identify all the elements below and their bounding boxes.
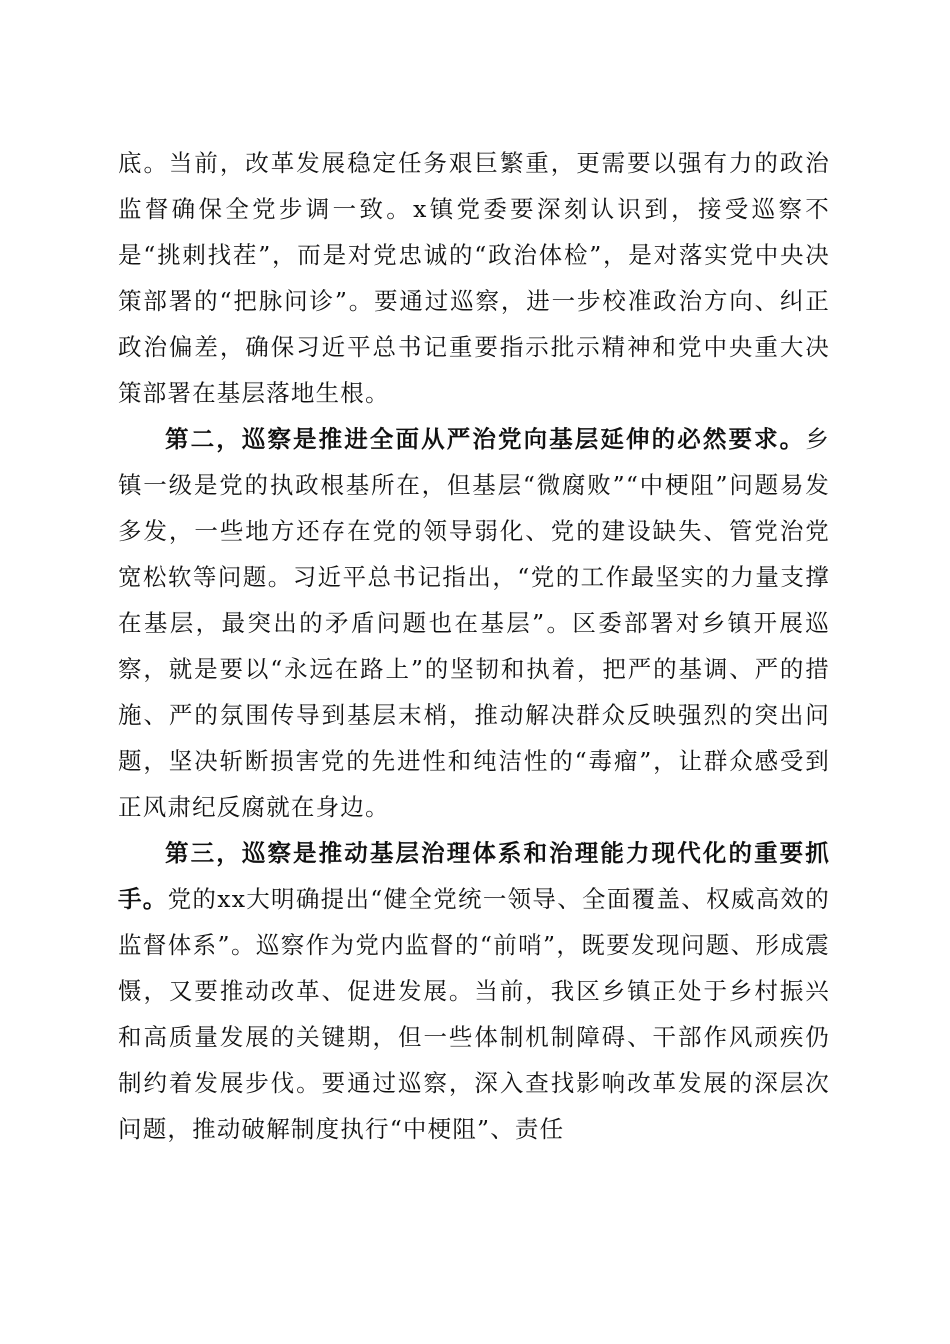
paragraph-text: 底。当前，改革发展稳定任务艰巨繁重，更需要以强有力的政治监督确保全党步调一致。x镇党委要深刻认识到，接受巡察不是“挑刺找茬”，而是对党忠诚的“政治体检”，是对落实党中央决策部署的“把脉问诊”。要通过巡察，进一步校准政治方向、纠正政治偏差，确保习近平总书记重要指示批示精神和党中央重大决策部署在基层落地生根。 <box>118 149 830 407</box>
paragraph-lead-sentence: 第二，巡察是推进全面从严治党向基层延伸的必然要求。 <box>165 425 806 453</box>
paragraph-third-point <box>118 830 830 1152</box>
paragraph-text: 乡镇一级是党的执政根基所在，但基层“微腐败”“中梗阻”问题易发多发，一些地方还存在党的领导弱化、党的建设缺失、管党治党宽松软等问题。习近平总书记指出，“党的工作最坚实的力量支撑在基层，最突出的矛盾问题也在基层”。区委部署对乡镇开展巡察，就是要以“永远在路上”的坚韧和执着，把严的基调、严的措施、严的氛围传导到基层末梢，推动解决群众反映强烈的突出问题，坚决斩断损害党的先进性和纯洁性的“毒瘤”，让群众感受到正风肃纪反腐就在身边。 <box>118 425 830 821</box>
paragraph-text: 党的xx大明确提出“健全党统一领导、全面覆盖、权威高效的监督体系”。巡察作为党内监督的“前哨”，既要发现问题、形成震慑，又要推动改革、促进发展。当前，我区乡镇正处于乡村振兴和高质量发展的关键期，但一些体制机制障碍、干部作风顽疾仍制约着发展步伐。要通过巡察，深入查找影响改革发展的深层次问题，推动破解制度执行“中梗阻”、责任 <box>118 885 831 1143</box>
paragraph-second-point <box>118 416 830 830</box>
paragraph-lead-sentence: 第三，巡察是推动基层治理体系和治理能力现代化的重要抓手。 <box>118 839 830 913</box>
body-text <box>118 140 830 1152</box>
paragraph-continuation <box>118 140 830 416</box>
